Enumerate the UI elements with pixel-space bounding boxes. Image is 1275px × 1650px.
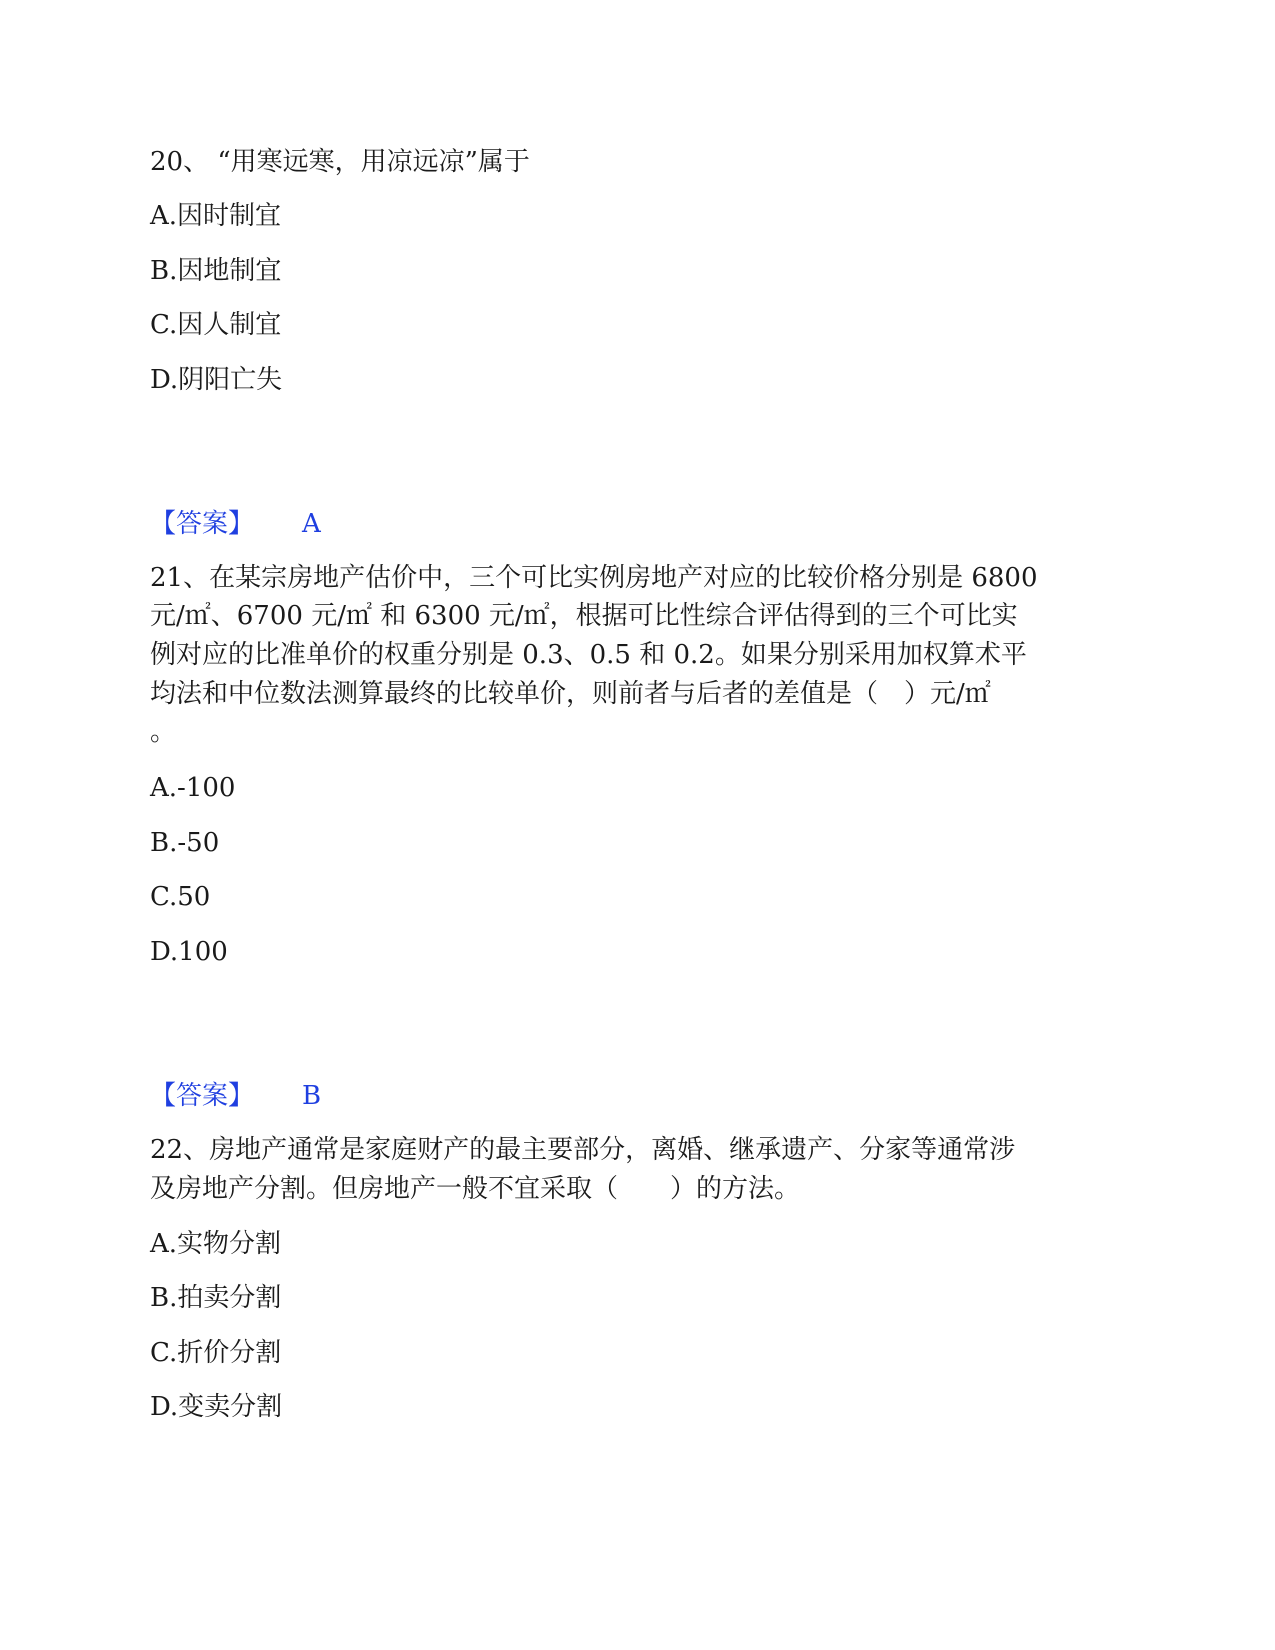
q21-answer-label: 【答案】 — [150, 1081, 255, 1111]
q21-stem-line-3: 例对应的比准单价的权重分别是 0.3、0.5 和 0.2。如果分别采用加权算术平 — [150, 640, 1027, 670]
q21-stem-line-5: 。 — [150, 717, 177, 747]
q20-option-b: B.因地制宜 — [150, 256, 282, 286]
q21-option-b: B.-50 — [150, 828, 220, 858]
q20-answer-label: 【答案】 — [150, 509, 255, 539]
q21-answer — [150, 1080, 321, 1112]
q20-answer-value: A — [302, 509, 321, 539]
q21-option-c: C.50 — [150, 882, 211, 912]
q21-stem-line-4: 均法和中位数法测算最终的比较单价，则前者与后者的差值是（ ）元/㎡ — [150, 679, 991, 709]
q22-option-b: B.拍卖分割 — [150, 1283, 282, 1313]
q22-stem-line-2: 及房地产分割。但房地产一般不宜采取（ ）的方法。 — [150, 1174, 801, 1204]
q21-stem-line-1: 21、在某宗房地产估价中，三个可比实例房地产对应的比较价格分别是 6800 — [150, 563, 1038, 593]
q21-option-a: A.-100 — [150, 773, 236, 803]
q22-stem-line-1: 22、房地产通常是家庭财产的最主要部分，离婚、继承遗产、分家等通常涉 — [150, 1135, 1016, 1165]
q22-option-d: D.变卖分割 — [150, 1392, 283, 1422]
q21-stem-line-2: 元/㎡、6700 元/㎡ 和 6300 元/㎡，根据可比性综合评估得到的三个可比实 — [150, 601, 1018, 631]
q21-option-d: D.100 — [150, 937, 228, 967]
q20-stem: 20、 “用寒远寒，用凉远凉”属于 — [150, 147, 530, 177]
q20-option-d: D.阴阳亡失 — [150, 365, 283, 395]
q22-option-c: C.折价分割 — [150, 1338, 282, 1368]
q20-option-c: C.因人制宜 — [150, 310, 282, 340]
q20-answer — [150, 508, 321, 540]
q22-option-a: A.实物分割 — [150, 1229, 282, 1259]
q21-answer-value: B — [302, 1081, 322, 1111]
q20-option-a: A.因时制宜 — [150, 201, 282, 231]
